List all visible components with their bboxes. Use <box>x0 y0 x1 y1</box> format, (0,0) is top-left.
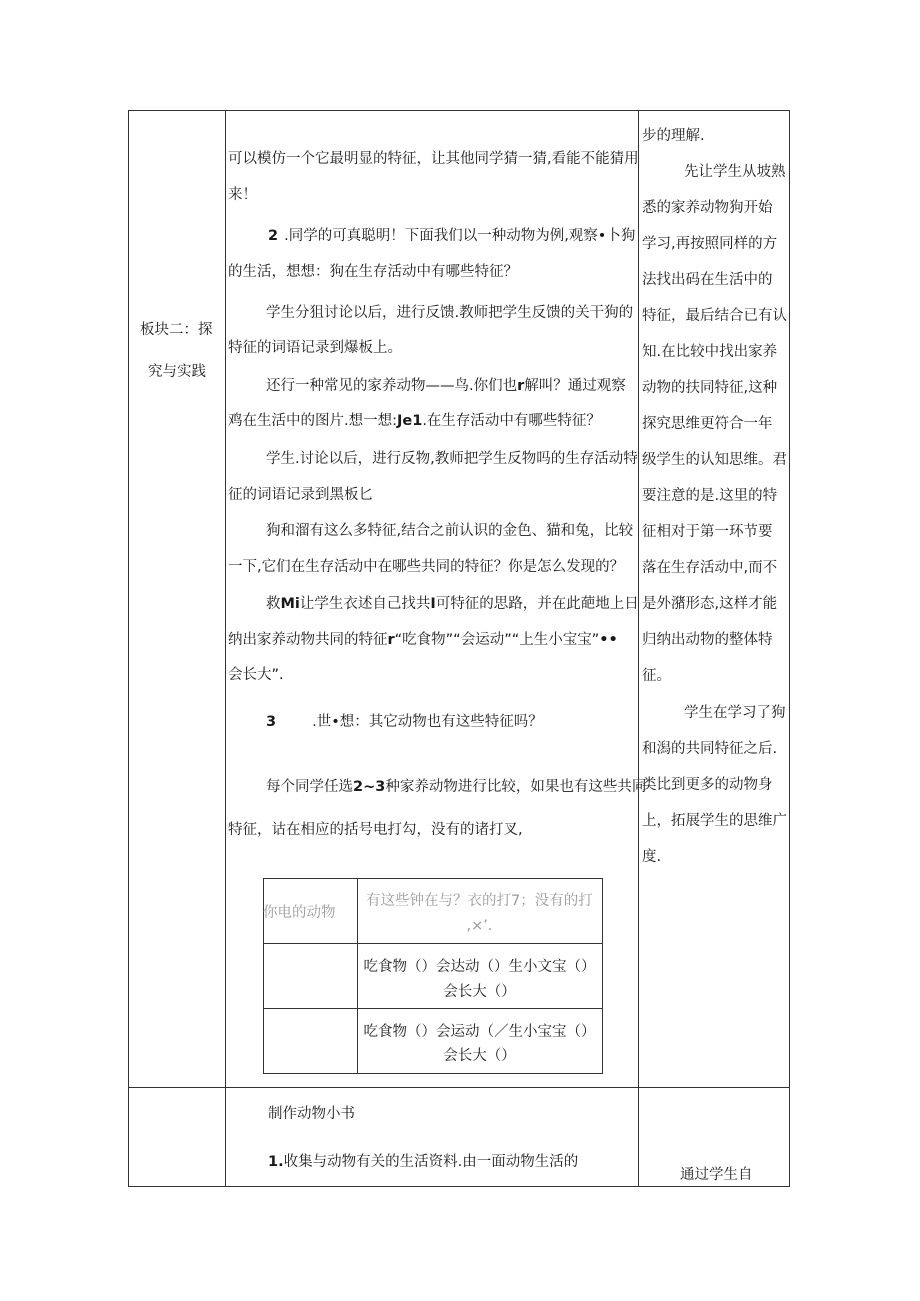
paragraph-2-number: 2 <box>268 228 279 244</box>
note-line: 是外潴形态,这样才能 <box>642 596 778 612</box>
paragraph-4-text-e: Je1 <box>397 413 423 429</box>
table-col-divider-2 <box>638 110 639 1187</box>
paragraph-6-line-2: 一下,它们在生存活动中在哪些共同的特征？你是怎么发现的？ <box>228 559 625 575</box>
table-border-left <box>128 110 129 1187</box>
note-line: 法找出码在生活中的 <box>642 272 773 288</box>
section3-item-1-number: 1. <box>268 1154 284 1170</box>
note-line: 动物的扶同特征,这种 <box>642 380 778 396</box>
paragraph-7-text-e: 可特征的思路，并在此葩地上日 <box>435 596 639 612</box>
paragraph-9-text-c: 种家养动物进行比较，如果也有这些共同 <box>385 779 647 795</box>
note-line: 特征，最后结合已有认 <box>642 308 787 324</box>
paragraph-7-line-2 <box>228 630 618 650</box>
note-line: 征。 <box>642 668 671 684</box>
paragraph-7-text-c: 让学生衣述自己找共 <box>299 596 431 612</box>
paragraph-7-text-i: •• <box>599 632 618 648</box>
note-line: 上，拓展学生的思维广 <box>642 813 787 829</box>
section3-item-1 <box>268 1152 578 1172</box>
note-line: 级学生的认知思维。君 <box>642 452 787 468</box>
note-line: 先让学生从坡熟 <box>684 164 786 180</box>
paragraph-7-line-3: 会长大”. <box>228 667 284 683</box>
worksheet-row-1-line1: 吃食物（）会达动（）生小文宝（） <box>363 959 596 975</box>
paragraph-2-text: .同学的可真聪明！下面我们以一种动物为例,观察•卜狗 <box>284 228 636 244</box>
paragraph-4-text-d: 鸡在生活中的图片.想一想: <box>228 413 397 429</box>
paragraph-8-line <box>266 712 543 732</box>
table-border-bottom <box>128 1186 790 1187</box>
note-line: 归纳出动物的整体特 <box>642 632 773 648</box>
paragraph-9-line-2: 特征，诂在相应的括号电打勾，没有的诸打叉, <box>228 822 523 838</box>
paragraph-9-text-b: 2~3 <box>353 779 386 795</box>
paragraph-7-line-1 <box>266 594 639 614</box>
note-line: 度. <box>642 849 662 865</box>
note-line: 步的理解. <box>642 128 705 144</box>
paragraph-1-line-1: 可以模仿一个它最明显的特征，让其他同学猜一猜,看能不能猜用 <box>228 151 639 167</box>
paragraph-9-line-1 <box>266 777 646 797</box>
worksheet-row-divider-1 <box>263 943 603 944</box>
worksheet-row-divider-2 <box>263 1008 603 1009</box>
section-label-line1: 板块二：探 <box>140 322 213 338</box>
paragraph-4-text-b: r <box>517 378 525 394</box>
note-line: 要注意的是.这里的特 <box>642 488 778 504</box>
table-col-divider-1 <box>225 110 226 1187</box>
paragraph-8-number: 3 <box>266 714 277 730</box>
note-line: 征相对于第一环节要 <box>642 524 773 540</box>
worksheet-border-right <box>602 878 603 1074</box>
section3-title: 制作动物小书 <box>268 1106 355 1122</box>
note-line: 学习,再按照同样的方 <box>642 236 778 252</box>
worksheet-row-2-line1: 吃食物（）会运动（／生小宝宝（） <box>363 1024 596 1040</box>
worksheet-header-left: 你电的动物 <box>263 905 336 921</box>
paragraph-1-line-2: 来！ <box>228 187 257 203</box>
paragraph-3-line-2: 特征的词语记录到爆板上。 <box>228 340 402 356</box>
paragraph-2-line-1 <box>268 226 635 246</box>
table-border-right <box>789 110 790 1187</box>
note-line: 悉的家养动物狗开始 <box>642 200 773 216</box>
worksheet-header-right-line2: ,×’. <box>466 918 493 934</box>
paragraph-6-line-1: 狗和溜有这么多特征,结合之前认识的金色、猫和兔，比较 <box>266 523 634 539</box>
worksheet-border-top <box>263 878 603 879</box>
paragraph-2-line-2: 的生活，想想：狗在生存活动中有哪些特征？ <box>228 264 518 280</box>
note-line: 落在生存活动中,而不 <box>642 560 778 576</box>
section3-item-1-text: 收集与动物有关的生活资料.由一面动物生活的 <box>283 1154 579 1170</box>
paragraph-7-text-b: Mi <box>280 596 300 612</box>
section3-note: 通过学生自 <box>680 1167 753 1183</box>
paragraph-4-text-a: 还行一种常见的家养动物——鸟.你们也 <box>266 378 518 394</box>
paragraph-5-line-1: 学生.讨论以后，进行反物,教师把学生反物吗的生存活动特 <box>266 451 638 467</box>
section-label-line2: 究与实践 <box>148 364 206 380</box>
note-line: 类比到更多的动物身 <box>642 777 773 793</box>
table-border-top <box>128 110 790 111</box>
paragraph-3-line-1: 学生分狙讨论以后，进行反馈.教师把学生反馈的关干狗的 <box>266 305 634 321</box>
paragraph-5-line-2: 征的词语记录到黑板匕 <box>228 487 373 503</box>
table-row-divider <box>128 1087 790 1088</box>
paragraph-4-line-2 <box>228 411 601 431</box>
paragraph-7-text-h: “吃食物”“会运动”“上生小宝宝” <box>394 632 600 648</box>
paragraph-7-text-g: r <box>387 632 395 648</box>
paragraph-8-text: .世•想：其它动物也有这些特征吗？ <box>312 714 543 730</box>
paragraph-7-text-d: I <box>430 596 436 612</box>
paragraph-7-text-f: 纳出家养动物共同的特征 <box>228 632 388 648</box>
paragraph-4-line-1 <box>266 376 626 396</box>
paragraph-4-text-c: 解叫？通过观察 <box>524 378 626 394</box>
paragraph-9-text-a: 每个同学任选 <box>266 779 353 795</box>
worksheet-row-1-line2: 会长大（） <box>443 984 516 1000</box>
note-line: 和潟的共同特征之后. <box>642 741 778 757</box>
worksheet-border-bottom <box>263 1073 603 1074</box>
note-line: 探究思维更符合一年 <box>642 416 773 432</box>
worksheet-row-2-line2: 会长大（） <box>443 1048 516 1064</box>
paragraph-4-text-f: .在生存活动中有哪些特征？ <box>422 413 601 429</box>
note-line: 学生在学习了狗 <box>684 705 786 721</box>
paragraph-7-text-a: 救 <box>266 596 281 612</box>
worksheet-header-right-line1: 有这些钟在与？衣的打7；没有的打 <box>366 893 593 909</box>
note-line: 知.在比较中找出家养 <box>642 344 778 360</box>
